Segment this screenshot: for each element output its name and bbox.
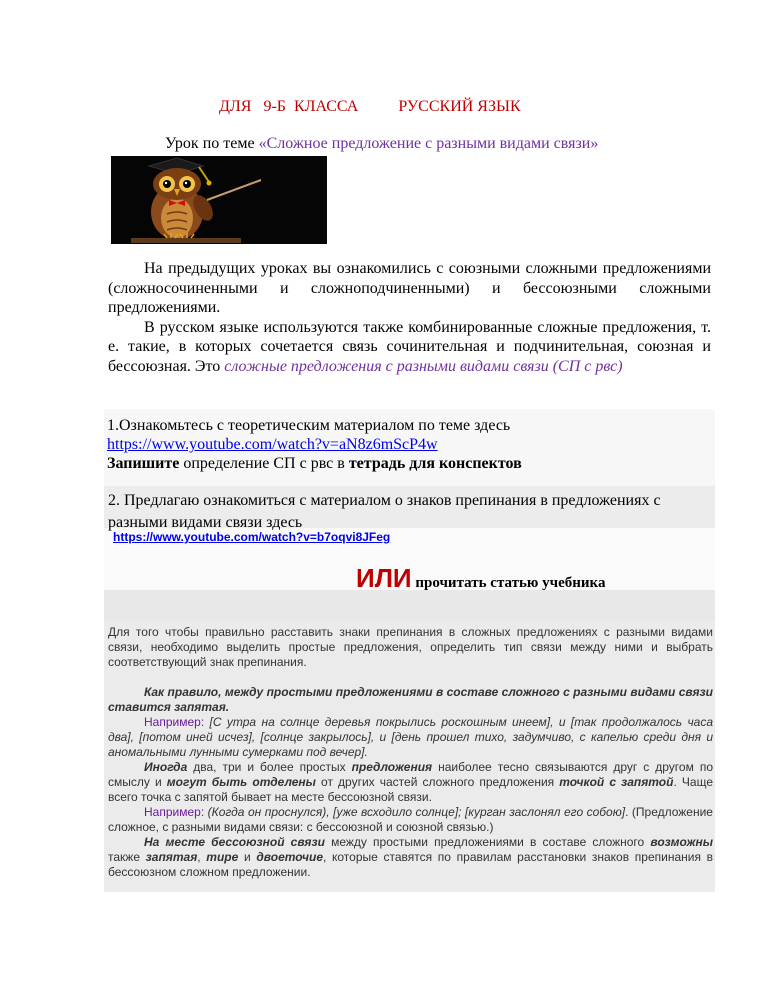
rule-unionless-d: также [108, 850, 146, 864]
intro-paragraph-2-text: В русском языке используются также комбинированные сложные предложения, т. е. такие, в которых сочетается связь сочинительная и подчинительная, союзная и бессоюзная. Это [108, 318, 711, 375]
intro-paragraph-1: На предыдущих уроках вы ознакомились с союзными сложными предложениями (сложносочиненными и сложноподчиненными) и бессоюзными сложными предложениями. [108, 260, 711, 316]
spacer-panel [104, 590, 715, 620]
rule-unionless-c: возможны [650, 835, 713, 849]
rule-unionless-i: двоеточие [256, 850, 323, 864]
document-header [219, 98, 521, 116]
class-label: ДЛЯ 9-Б КЛАССА [219, 98, 359, 115]
example-1 [108, 715, 713, 760]
rule-unionless-g: тире [206, 850, 239, 864]
intro-text [108, 259, 711, 376]
example-label: Например: [144, 805, 205, 819]
example-2-tail: . (Предложение сложное, с разными видами связи: с бессоюзной и союзной связью.) [108, 805, 713, 834]
rule-unionless-h: и [238, 850, 257, 864]
example-2 [108, 805, 713, 835]
rule-unionless [108, 835, 713, 880]
rule-semicolon-b: два, три и более простых [187, 760, 352, 774]
example-1-text: [С утра на солнце деревья покрылись роскошным инеем], и [так продолжалось часа два], [потом иней исчез], [солнце закрылось], и [день прошел тихо, задумчиво, с капелью среди дня и аномальными лунными сумерками под вечер]. [108, 715, 713, 759]
task1-title: 1.Ознакомьтесь с теоретическим материалом по теме здесь [107, 417, 511, 434]
lesson-topic: «Сложное предложение с разными видами связи» [258, 135, 599, 152]
instruction-text: определение СП с рвс в [179, 455, 349, 472]
owl-icon [111, 156, 327, 244]
rule-semicolon-c: предложения [351, 760, 433, 774]
lesson-prefix: Урок по теме [165, 135, 259, 152]
intro-paragraph-2 [108, 318, 711, 377]
rule-semicolon-h: . Чаще всего точка с запятой бывает на месте бессоюзной связи. [108, 775, 713, 804]
rule-unionless-j: , которые ставятся по правилам расстановки знаков препинания в бессоюзном сложном предложении. [108, 850, 714, 879]
or-read-textbook [356, 563, 605, 594]
subject-label: РУССКИЙ ЯЗЫК [398, 98, 521, 115]
read-textbook-label: прочитать статью учебника [411, 575, 606, 591]
rule-semicolon-a: Иногда [144, 760, 188, 774]
rule-unionless-a: На месте бессоюзной связи [144, 835, 325, 849]
rule-semicolon-d: наиболее тесно связываются друг с другом по смыслу и [108, 760, 713, 789]
task1-block [107, 416, 712, 473]
task1-instruction [107, 454, 712, 473]
instruction-verb: Запишите [107, 455, 180, 472]
or-label: ИЛИ [356, 563, 412, 593]
rule-semicolon-f: от других частей сложного предложения [315, 775, 560, 789]
rule-comma-text: Как правило, между простыми предложениями в составе сложного с разными видами связи ставится запятая. [108, 685, 713, 714]
task2-title: 2. Предлагаю ознакомиться с материалом о знаков препинания в предложениях с разными видами связи здесь [108, 492, 661, 531]
rule-comma [108, 685, 713, 715]
task2-link[interactable]: https://www.youtube.com/watch?v=b7oqvi8JFeg [113, 530, 391, 544]
article-intro: Для того чтобы правильно расставить знаки препинания в сложных предложениях с разными видами связи, необходимо выделить простые предложения, определить тип связи между ними и выбрать соответствующий знак препинания. [108, 625, 713, 669]
task1-link[interactable]: https://www.youtube.com/watch?v=aN8z6mScP4w [107, 436, 438, 453]
term-highlight: сложные предложения с разными видами связи (СП с рвс) [224, 357, 623, 375]
rule-semicolon-e: могут быть отделены [166, 775, 316, 789]
instruction-notebook: тетрадь для конспектов [348, 455, 522, 472]
example-label: Например: [144, 715, 205, 729]
rule-unionless-f: , [197, 850, 207, 864]
rule-unionless-b: между простыми предложениями в составе сложного [324, 835, 651, 849]
lesson-title [165, 135, 598, 153]
rule-semicolon-g: точкой с запятой [559, 775, 674, 789]
rule-unionless-e: запятая [145, 850, 198, 864]
article-text [108, 625, 713, 880]
rule-semicolon [108, 760, 713, 805]
owl-teacher-image [111, 156, 327, 244]
example-2-text: (Когда он проснулся), [уже всходило солнце]; [курган заслонял его собою] [204, 805, 626, 819]
